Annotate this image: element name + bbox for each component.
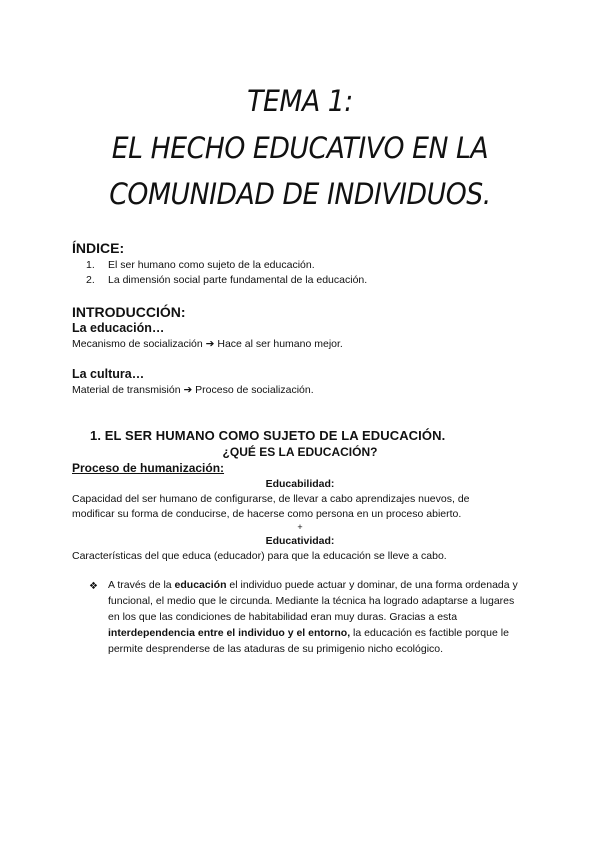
diamond-bullet-icon: ❖ [89,581,98,592]
section-1-heading: 1. EL SER HUMANO COMO SUJETO DE LA EDUCACIÓN. [90,428,446,443]
educabilidad-text: Capacidad del ser humano de configurarse, de llevar a cabo aprendizajes nuevos, de modificar su forma de conducirse, de hacerse como persona en un proceso abierto. [72,493,470,520]
indice-item: 1. El ser humano como sujeto de la educación. [86,259,315,271]
plus-sign: + [297,522,303,532]
educabilidad-label: Educabilidad: [265,478,335,490]
educacion-label: La educación… [72,321,165,335]
cultura-label: La cultura… [72,367,145,381]
indice-heading: ÍNDICE: [72,240,125,256]
educatividad-label: Educatividad: [265,535,335,547]
introduccion-heading: INTRODUCCIÓN: [72,304,186,320]
title-line-3: COMUNIDAD DE INDIVIDUOS. [109,177,491,211]
educatividad-text: Características del que educa (educador) para que la educación se lleve a cabo. [72,550,447,562]
educacion-text: Mecanismo de socialización ➔ Hace al ser humano mejor. [72,338,343,350]
indice-item: 2. La dimensión social parte fundamental de la educación. [86,274,368,286]
proceso-heading: Proceso de humanización: [72,461,225,475]
section-1-question: ¿QUÉ ES LA EDUCACIÓN? [222,445,378,459]
bullet-paragraph: A través de la educación el individuo puede actuar y dominar, de una forma ordenada y funcional, el medio que le circunda. Mediante la técnica ha logrado adaptarse a lugares en los que las condiciones de habitabilidad eran muy duras. Gracias a esta interdependencia entre el individuo y el entorno, la educación es factible porque le permite desprenderse de las ataduras de su primigenio nicho ecológico. [108,579,518,655]
cultura-text: Material de transmisión ➔ Proceso de socialización. [72,384,314,396]
title-line-2: EL HECHO EDUCATIVO EN LA [111,131,489,165]
indice-list [86,258,367,288]
title-line-1: TEMA 1: [247,84,353,118]
